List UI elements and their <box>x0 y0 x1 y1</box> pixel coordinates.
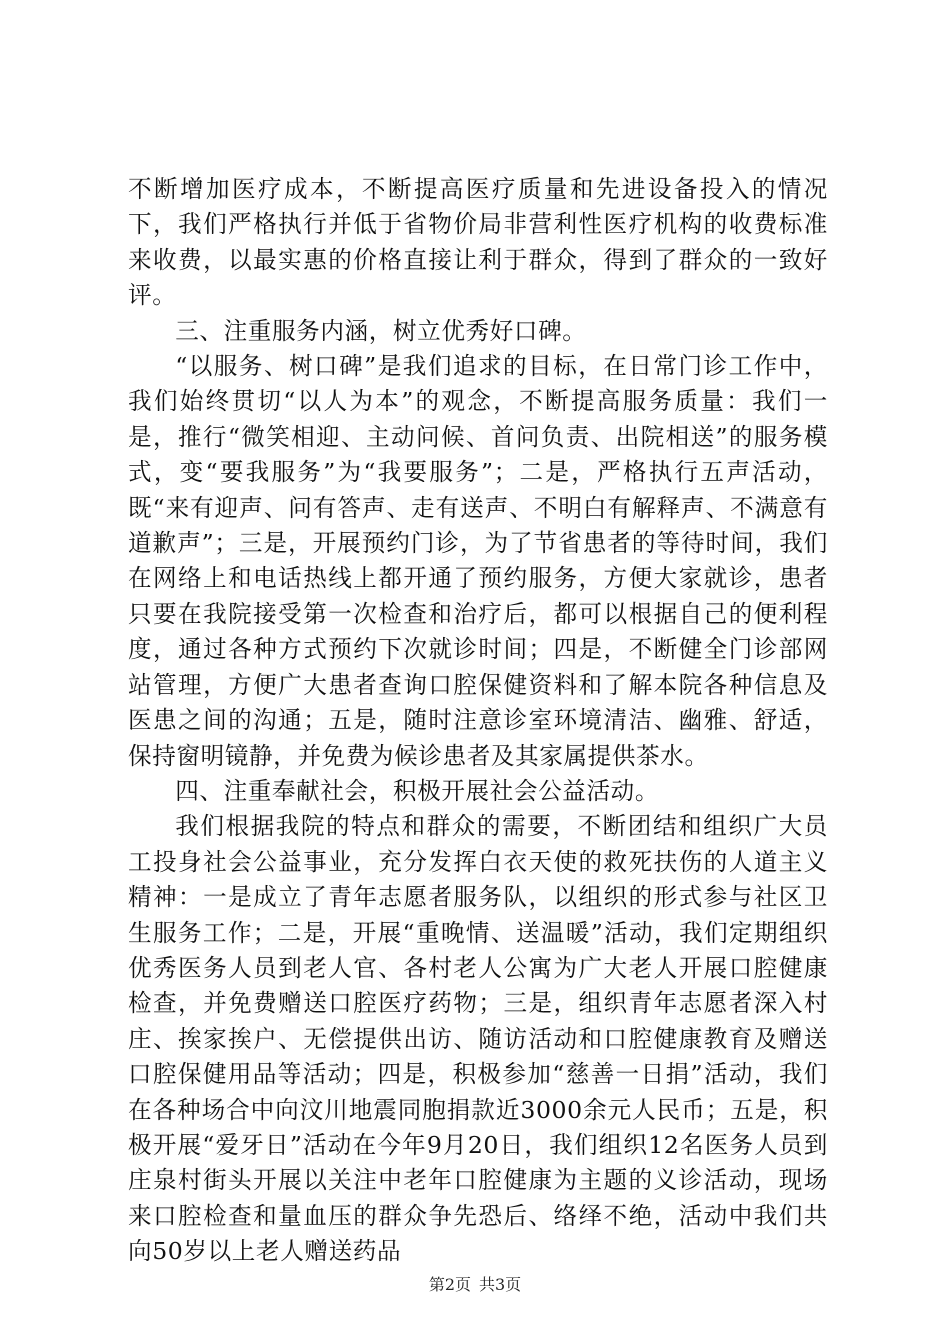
body-paragraph: 三、注重服务内涵，树立优秀好口碑。 <box>175 316 587 345</box>
body-paragraph: “以服务、树口碑”是我们追求的目标，在日常门诊工作中，我们始终贯切“以人为本”的观念，不断提高服务质量：我们一是，推行“微笑相迎、主动问候、首问负责、出院相送”的服务模式，变“要我服务”为“我要服务”；二是，严格执行五声活动，既“来有迎声、问有答声、走有送声、不明白有解释声、不满意有道歉声”；三是，开展预约门诊，为了节省患者的等待时间，我们在网络上和电话热线上都开通了预约服务，方便大家就诊，患者只要在我院接受第一次检查和治疗后，都可以根据自己的便利程度，通过各种方式预约下次就诊时间；四是，不断健全门诊部网站管理，方便广大患者查询口腔保健资料和了解本院各种信息及医患之间的沟通；五是，随时注意诊室环境清洁、幽雅、舒适，保持窗明镜静，并免费为候诊患者及其家属提供茶水。 <box>128 352 828 770</box>
page-number-total: 共3页 <box>479 1275 522 1294</box>
document-body <box>128 172 828 1270</box>
body-paragraph: 不断增加医疗成本，不断提高医疗质量和先进设备投入的情况下，我们严格执行并低于省物价局非营利性医疗机构的收费标准来收费，以最实惠的价格直接让利于群众，得到了群众的一致好评。 <box>128 175 828 310</box>
page-number-current: 第2页 <box>428 1275 471 1294</box>
body-paragraph: 我们根据我院的特点和群众的需要，不断团结和组织广大员工投身社会公益事业，充分发挥白衣天使的救死扶伤的人道主义精神：一是成立了青年志愿者服务队，以组织的形式参与社区卫生服务工作；二是，开展“重晚情、送温暖”活动，我们定期组织优秀医务人员到老人官、各村老人公寓为广大老人开展口腔健康检查，并免费赠送口腔医疗药物；三是，组织青年志愿者深入村庄、挨家挨户、无偿提供出访、随访活动和口腔健康教育及赠送口腔保健用品等活动；四是，积极参加“慈善一日捐”活动，我们在各种场合中向汶川地震同胞捐款近3000余元人民币；五是，积极开展“爱牙日”活动在今年9月20日，我们组织12名医务人员到庄泉村街头开展以关注中老年口腔健康为主题的义诊活动，现场来口腔检查和量血压的群众争先恐后、络绎不绝，活动中我们共向50岁以上老人赠送药品 <box>128 812 828 1266</box>
body-paragraph: 四、注重奉献社会，积极开展社会公益活动。 <box>175 776 660 805</box>
page-footer <box>0 1275 950 1295</box>
